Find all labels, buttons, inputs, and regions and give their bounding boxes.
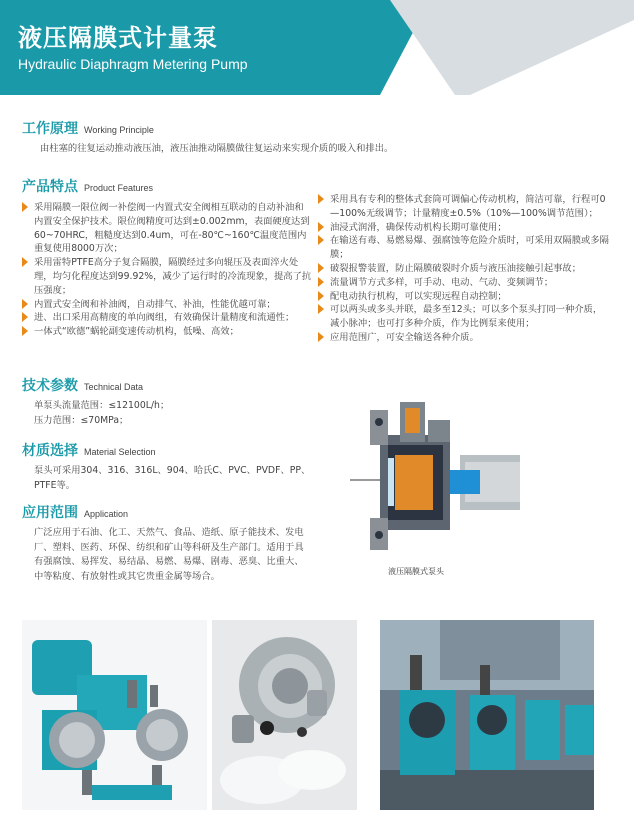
orange-arrow-icon [22,312,28,322]
section-tech-data [22,375,322,428]
list-item: 一体式“欧德”蜗轮副变速传动机构，低噪、高效； [22,325,312,339]
features-right-list [318,193,610,345]
pump-photo-1 [22,620,207,810]
page-subtitle: Hydraulic Diaphragm Metering Pump [18,56,248,72]
orange-arrow-icon [318,263,324,273]
orange-arrow-icon [318,235,324,245]
orange-arrow-icon [318,332,324,342]
orange-arrow-icon [22,202,28,212]
section-title: 产品特点 Product Features [22,179,154,195]
orange-arrow-icon [318,194,324,204]
orange-arrow-icon [22,326,28,336]
list-item: 在输送有毒、易燃易爆、强腐蚀等危险介质时，可采用双隔膜或多隔膜； [318,234,610,262]
page-header [0,0,634,95]
orange-arrow-icon [318,304,324,314]
orange-arrow-icon [318,291,324,301]
list-item: 采用雷特PTFE高分子复合隔膜，隔膜经过多向辊压及表面淬火处理，均匀化程度达到99.92%，减少了运行时的冷流现象，提高了抗压强度； [22,256,312,297]
section-application [22,502,310,584]
list-item: 采用隔膜一限位阀一补偿阀一内置式安全阀相互联动的自动补油和内置安全保护技术。限位阀精度可达到±0.002mm，表面硬度达到60~70HRC，粗糙度达到0.4um，可在-80℃~160℃温度范围内重复使用8000万次； [22,201,312,256]
section-title: 材质选择 Material Selection [22,443,156,459]
factory-installation-photo [380,620,594,810]
features-left-list [22,201,312,339]
features-right-column [318,193,610,345]
list-item: 流量调节方式多样，可手动、电动、气动、变频调节； [318,276,610,290]
tech-line: 压力范围：≤70MPa； [34,414,129,426]
list-item: 应用范围广，可安全输送各种介质。 [318,331,610,345]
section-title: 工作原理 Working Principle [22,121,154,137]
orange-arrow-icon [22,299,28,309]
application-text: 广泛应用于石油、化工、天然气、食品、造纸、原子能技术、发电厂、塑料、医药、环保、纺织和矿山等科研及生产部门。适用于具有强腐蚀、易挥发、易结晶、易燃、易爆、剧毒、恶臭、比重大、中等粘度、有放射性或其它贵重金属等场合。 [34,527,304,582]
orange-arrow-icon [318,277,324,287]
section-title: 技术参数 Technical Data [22,378,144,394]
list-item: 内置式安全阀和补油阀，自动排气、补油，性能优越可靠； [22,298,312,312]
working-principle-text: 由柱塞的往复运动推动液压油，液压油推动隔膜做往复运动来实现介质的吸入和排出。 [40,143,394,154]
pump-parts-photo [212,620,357,810]
section-features [22,176,312,339]
diagram-caption: 液压隔膜式泵头 [388,567,444,576]
pump-head-cross-section-diagram [350,400,528,555]
list-item: 破裂报警装置，防止隔膜破裂时介质与液压油接触引起事故； [318,262,610,276]
tech-line: 单泵头流量范围：≤12100L/h； [34,400,170,411]
list-item: 采用具有专利的整体式套筒可调偏心传动机构，简洁可靠，行程可0—100%无级调节；计量精度±0.5%（10%—100%调节范围）； [318,193,610,221]
orange-arrow-icon [318,222,324,232]
section-material [22,440,322,493]
list-item: 油浸式润滑，确保传动机构长期可靠使用； [318,221,610,235]
page-title: 液压隔膜式计量泵 [18,24,218,52]
material-text: 泵头可采用304、316、316L、904、哈氏C、PVC、PVDF、PP、PTFE等。 [34,465,311,491]
list-item: 可以两头或多头并联，最多至12头；可以多个泵头打同一种介质，减小脉冲；也可打多种介质，作为比例泵来使用； [318,303,610,331]
list-item: 配电动执行机构，可以实现远程自动控制； [318,290,610,304]
list-item: 进、出口采用高精度的单向阀组，有效确保计量精度和流通性； [22,311,312,325]
section-title: 应用范围 Application [22,505,129,521]
section-working-principle [22,118,612,157]
orange-arrow-icon [22,257,28,267]
